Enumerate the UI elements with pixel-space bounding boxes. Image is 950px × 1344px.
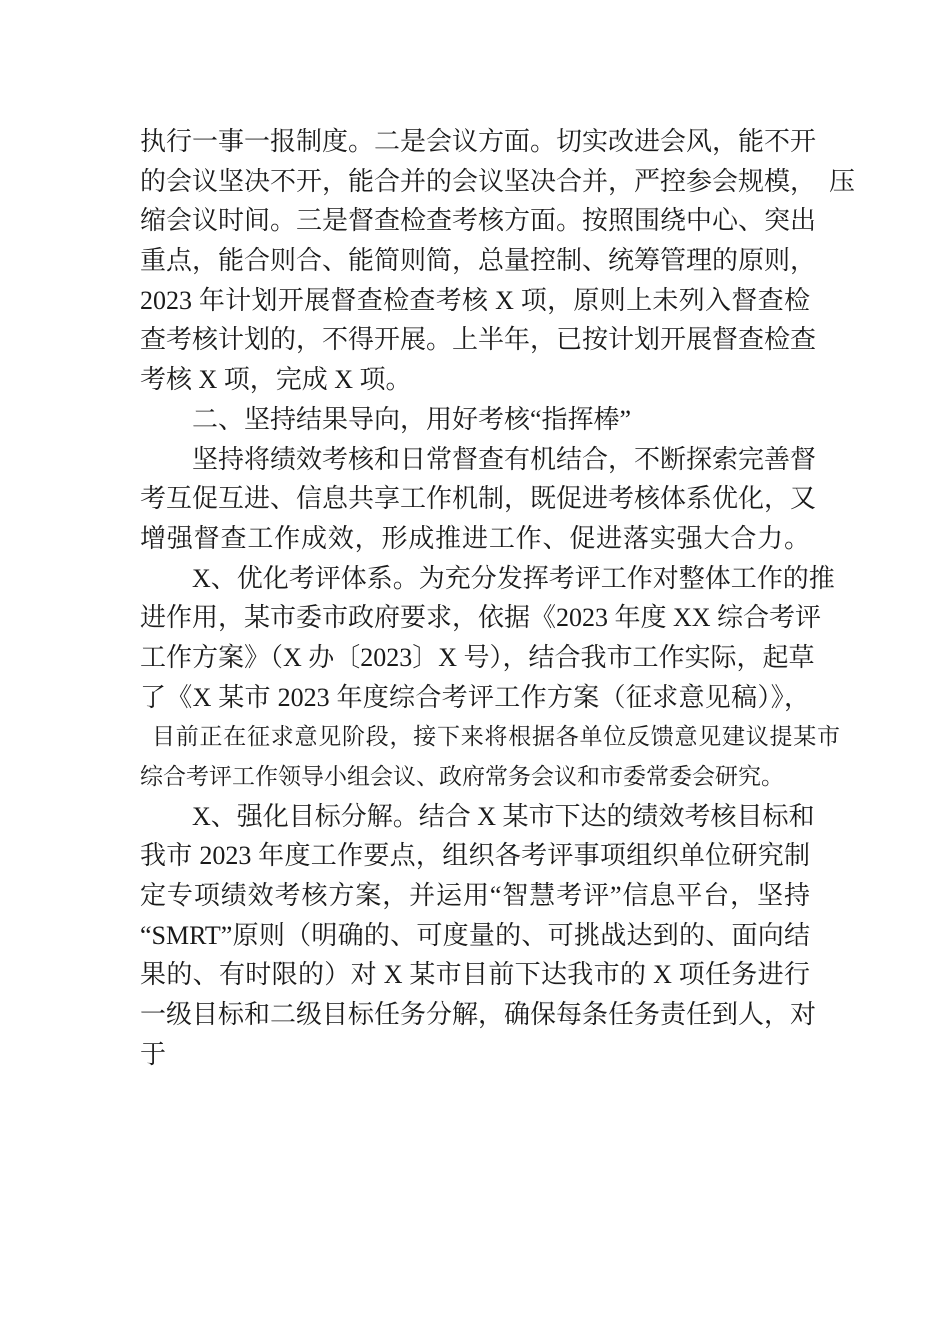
text-line: 的会议坚决不开，能合并的会议坚决合并，严控参会规模， 压 bbox=[140, 166, 856, 196]
text-line: 查考核计划的，不得开展。上半年，已按计划开展督查检查 bbox=[140, 325, 817, 355]
text-line: 考核 X 项，完成 X 项。 bbox=[140, 365, 412, 395]
text-line: 进作用，某市委市政府要求，依据《2023 年度 XX 综合考评 bbox=[140, 603, 822, 633]
text-line: 了《X 某市 2023 年度综合考评工作方案（征求意见稿）》， bbox=[140, 682, 810, 712]
section-heading: 二、坚持结果导向，用好考核“指挥棒” bbox=[192, 404, 632, 434]
text-line: 综合考评工作领导小组会议、政府常务会议和市委常委会研究。 bbox=[140, 764, 784, 789]
text-line: 果的、有时限的）对 X 某市目前下达我市的 X 项任务进行 bbox=[140, 960, 810, 990]
text-line: 目前正在征求意见阶段，接下来将根据各单位反馈意见建议提某市 bbox=[152, 724, 840, 750]
text-line: X、优化考评体系。为充分发挥考评工作对整体工作的推 bbox=[192, 563, 835, 593]
text-line: 工作方案》（X 办〔2023〕X 号），结合我市工作实际，起草 bbox=[140, 642, 815, 672]
text-line: 我市 2023 年度工作要点，组织各考评事项组织单位研究制 bbox=[140, 841, 810, 871]
text-line: “SMRT”原则（明确的、可度量的、可挑战达到的、面向结 bbox=[140, 920, 810, 950]
text-line: 一级目标和二级目标任务分解，确保每条任务责任到人，对 bbox=[140, 1000, 817, 1030]
document-text bbox=[140, 122, 856, 1075]
text-line: X、强化目标分解。结合 X 某市下达的绩效考核目标和 bbox=[192, 801, 815, 831]
text-line: 2023 年计划开展督查检查考核 X 项，原则上未列入督查检 bbox=[140, 285, 810, 315]
text-line: 执行一事一报制度。二是会议方面。切实改进会风，能不开 bbox=[140, 127, 817, 156]
text-line: 缩会议时间。三是督查检查考核方面。按照围绕中心、突出 bbox=[140, 206, 817, 236]
text-line: 考互促互进、信息共享工作机制，既促进考核体系优化，又 bbox=[140, 484, 817, 514]
text-line: 定专项绩效考核方案，并运用“智慧考评”信息平台，坚持 bbox=[140, 881, 810, 911]
text-line: 重点，能合则合、能简则简，总量控制、统筹管理的原则， bbox=[140, 246, 817, 276]
text-line: 坚持将绩效考核和日常督查有机结合，不断探索完善督 bbox=[192, 444, 817, 474]
text-line: 于 bbox=[140, 1039, 167, 1069]
text-line: 增强督查工作成效，形成推进工作、促进落实强大合力。 bbox=[140, 523, 810, 553]
